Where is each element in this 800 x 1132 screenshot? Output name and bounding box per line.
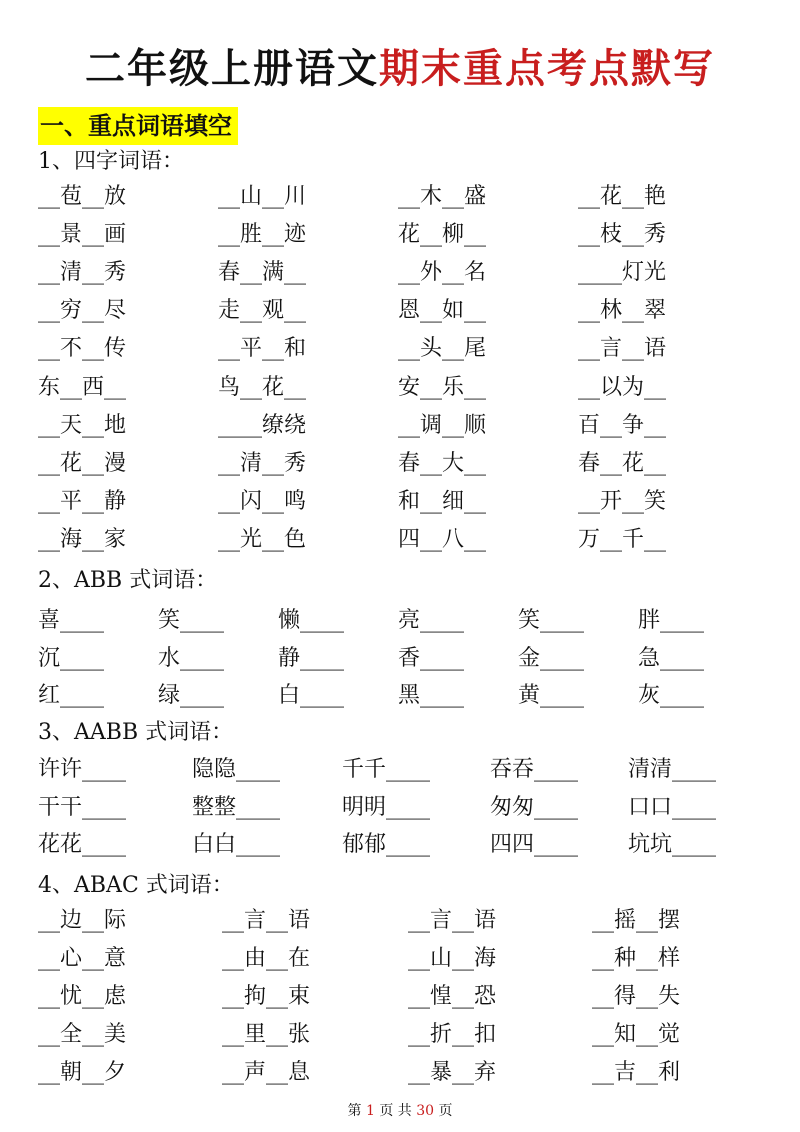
fill-blank-item: 春__满__ [218,260,307,285]
fill-blank-item: 笑____ [518,608,585,633]
fill-blank-item: 恩__如__ [398,298,487,323]
fill-blank-item: __朝__夕 [38,1060,127,1085]
fill-blank-item: __吉__利 [592,1060,681,1085]
fill-blank-item: __花__漫 [38,451,127,476]
fill-blank-item: 静____ [278,646,345,671]
fill-blank-item: __以为__ [578,375,667,400]
fill-blank-item: __山__海 [408,946,497,971]
fill-blank-item: 红____ [38,683,105,708]
fill-blank-item: __景__画 [38,222,127,247]
fill-blank-item: __暴__弃 [408,1060,497,1085]
fill-blank-item: 绿____ [158,683,225,708]
fill-blank-item: __头__尾 [398,336,487,361]
fill-blank-item: 吞吞____ [490,757,579,782]
fill-blank-item: __枝__秀 [578,222,667,247]
part-heading: 1、四字词语： [38,149,184,174]
fill-blank-item: __平__和 [218,336,307,361]
fill-blank-item: 急____ [638,646,705,671]
fill-blank-item: ____灯光 [578,260,667,285]
fill-blank-item: __由__在 [222,946,311,971]
fill-blank-item: 白____ [278,683,345,708]
fill-blank-item: 安__乐__ [398,375,487,400]
fill-blank-item: 笑____ [158,608,225,633]
fill-blank-item: 胖____ [638,608,705,633]
fill-blank-item: __光__色 [218,527,307,552]
fill-blank-item: __心__意 [38,946,127,971]
fill-blank-item: 匆匆____ [490,795,579,820]
fill-blank-item: __边__际 [38,908,127,933]
fill-blank-item: __言__语 [408,908,497,933]
footer-total-pages: 30 [416,1103,435,1119]
footer-suffix: 页 [438,1103,453,1119]
fill-blank-item: 鸟__花__ [218,375,307,400]
fill-blank-item: __摇__摆 [592,908,681,933]
fill-blank-item: 四四____ [490,832,579,857]
fill-blank-item: 百__争__ [578,413,667,438]
fill-blank-item: __山__川 [218,184,307,209]
fill-blank-item: __拘__束 [222,984,311,1009]
fill-blank-item: __种__样 [592,946,681,971]
footer-middle: 页 共 [379,1103,412,1119]
fill-blank-item: 春__大__ [398,451,487,476]
fill-blank-item: 水____ [158,646,225,671]
fill-blank-item: __穷__尽 [38,298,127,323]
fill-blank-item: 东__西__ [38,375,127,400]
fill-blank-item: __声__息 [222,1060,311,1085]
fill-blank-item: __不__传 [38,336,127,361]
fill-blank-item: __全__美 [38,1022,127,1047]
fill-blank-item: 春__花__ [578,451,667,476]
fill-blank-item: 喜____ [38,608,105,633]
fill-blank-item: __清__秀 [218,451,307,476]
title-black: 二年级上册语文 [85,46,379,92]
fill-blank-item: ____缭绕 [218,413,307,438]
fill-blank-item: 千千____ [342,757,431,782]
fill-blank-item: 万__千__ [578,527,667,552]
fill-blank-item: __胜__迹 [218,222,307,247]
title-red: 期末重点考点默写 [379,46,715,92]
fill-blank-item: __里__张 [222,1022,311,1047]
fill-blank-item: __言__语 [222,908,311,933]
part-heading: 4、ABAC 式词语： [38,873,234,898]
fill-blank-item: __言__语 [578,336,667,361]
fill-blank-item: 隐隐____ [192,757,281,782]
fill-blank-item: __惶__恐 [408,984,497,1009]
fill-blank-item: 走__观__ [218,298,307,323]
fill-blank-item: __忧__虑 [38,984,127,1009]
fill-blank-item: 黑____ [398,683,465,708]
fill-blank-item: 沉____ [38,646,105,671]
fill-blank-item: 整整____ [192,795,281,820]
part-heading: 3、AABB 式词语： [38,720,234,745]
fill-blank-item: 金____ [518,646,585,671]
fill-blank-item: 花__柳__ [398,222,487,247]
fill-blank-item: __闪__鸣 [218,489,307,514]
fill-blank-item: 明明____ [342,795,431,820]
fill-blank-item: __清__秀 [38,260,127,285]
part-heading: 2、ABB 式词语： [38,568,218,593]
fill-blank-item: 香____ [398,646,465,671]
section-heading: 一、重点词语填空 [38,107,238,145]
fill-blank-item: __海__家 [38,527,127,552]
fill-blank-item: __调__顺 [398,413,487,438]
fill-blank-item: 干干____ [38,795,127,820]
fill-blank-item: 灰____ [638,683,705,708]
fill-blank-item: __林__翠 [578,298,667,323]
fill-blank-item: __外__名 [398,260,487,285]
fill-blank-item: __得__失 [592,984,681,1009]
footer-prefix: 第 [347,1103,362,1119]
fill-blank-item: __折__扣 [408,1022,497,1047]
fill-blank-item: 许许____ [38,757,127,782]
fill-blank-item: __苞__放 [38,184,127,209]
fill-blank-item: 四__八__ [398,527,487,552]
fill-blank-item: 黄____ [518,683,585,708]
fill-blank-item: __花__艳 [578,184,667,209]
fill-blank-item: 和__细__ [398,489,487,514]
fill-blank-item: 花花____ [38,832,127,857]
fill-blank-item: 白白____ [192,832,281,857]
fill-blank-item: 坑坑____ [628,832,717,857]
page-footer [0,1101,800,1121]
fill-blank-item: 清清____ [628,757,717,782]
fill-blank-item: __开__笑 [578,489,667,514]
fill-blank-item: 亮____ [398,608,465,633]
fill-blank-item: __木__盛 [398,184,487,209]
fill-blank-item: __平__静 [38,489,127,514]
footer-page-number: 1 [365,1103,375,1119]
fill-blank-item: __知__觉 [592,1022,681,1047]
fill-blank-item: 郁郁____ [342,832,431,857]
fill-blank-item: __天__地 [38,413,127,438]
page-title [0,44,800,94]
fill-blank-item: 懒____ [278,608,345,633]
fill-blank-item: 口口____ [628,795,717,820]
